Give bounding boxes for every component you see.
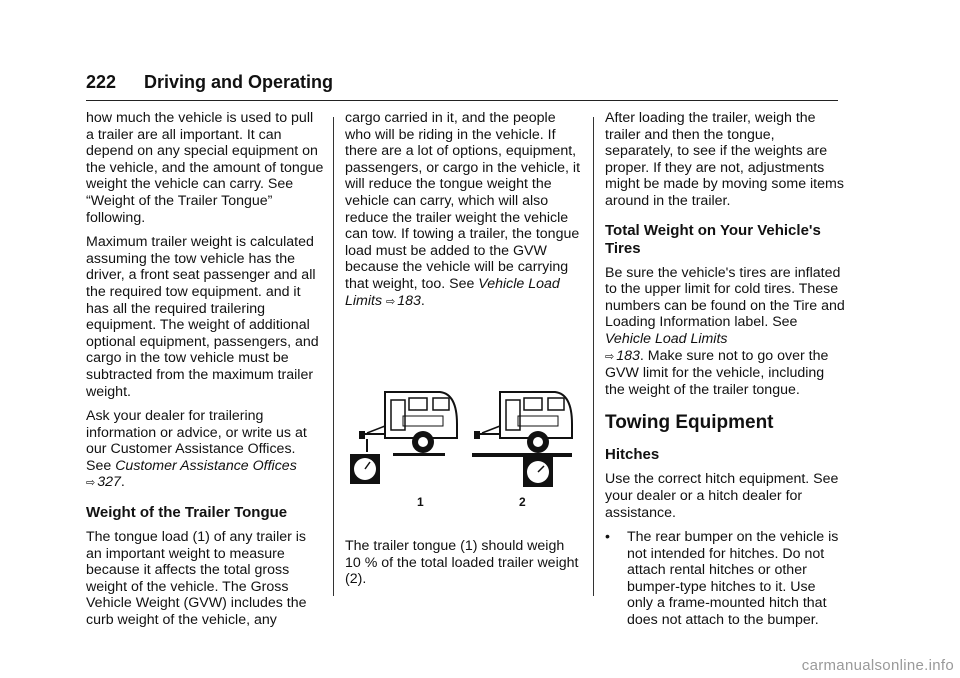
heading-trailer-tongue: Weight of the Trailer Tongue <box>86 504 288 522</box>
page-ref-arrow-icon: ⇨ <box>86 477 96 490</box>
heading-total-weight-tires: Total Weight on Your Vehicle's Tires <box>605 221 821 257</box>
paragraph <box>345 110 583 310</box>
paragraph: The tongue load (1) of any trailer is an important weight to measure because it affects the total gross weight of the vehicle. The Gross Vehicle Weight (GVW) includes the curb weight of the vehicle, any <box>86 529 307 629</box>
paragraph-text: Ask your dealer for trailering information or advice, or write us at our Customer Assistance Offices. See <box>86 408 307 474</box>
paragraph-text: . Make sure not to go over the GVW limit for the vehicle, including the weight of the trailer tongue. <box>605 347 829 398</box>
watermark: carmanualsonline.info <box>801 657 954 674</box>
bullet-icon: • <box>605 529 610 546</box>
figure-label-1: 1 <box>417 495 424 510</box>
cross-reference-link[interactable]: Vehicle Load Limits <box>345 275 560 309</box>
list-item <box>605 529 845 629</box>
paragraph: The trailer tongue (1) should weigh 10 % of the total loaded trailer weight (2). <box>345 538 579 588</box>
paragraph: Use the correct hitch equipment. See your dealer or a hitch dealer for assistance. <box>605 471 839 521</box>
column-divider-1 <box>333 117 334 596</box>
paragraph: how much the vehicle is used to pull a trailer are all important. It can depend on any special equipment on the vehicle, and the amount of tongue weight the vehicle can carry. See “Weight of the Trailer Tongue” following. <box>86 110 324 226</box>
bullet-list <box>605 529 845 629</box>
heading-hitches: Hitches <box>605 446 660 464</box>
page-ref-arrow-icon: ⇨ <box>386 295 396 308</box>
trailer-2-icon <box>472 392 572 487</box>
heading-towing-equipment: Towing Equipment <box>605 412 774 434</box>
paragraph <box>605 265 845 399</box>
paragraph-text: Be sure the vehicle's tires are inflated to the upper limit for cold tires. These numbers can be found on the Tire and Loading Information label. See <box>605 264 845 331</box>
paragraph: Maximum trailer weight is calculated assuming the tow vehicle has the driver, a front seat passenger and all the required tow equipment. and it has all the required trailering equipment. The weight of additional optional equipment, passengers, and cargo in the tow vehicle must be subtracted from the maximum trailer weight. <box>86 234 319 400</box>
column-divider-2 <box>593 117 594 596</box>
paragraph-text: . <box>120 474 125 491</box>
column-2 <box>345 110 583 596</box>
page-reference-link[interactable]: 183 <box>397 292 421 309</box>
trailer-scale-drawing <box>345 376 583 516</box>
cross-reference-link[interactable]: Vehicle Load Limits <box>605 330 728 347</box>
paragraph: After loading the trailer, weigh the trailer and then the tongue, separately, to see if the weights are proper. If they are not, adjustments might be made by moving some items around in the trailer. <box>605 110 844 209</box>
page-number: 222 <box>86 72 117 92</box>
column-3 <box>605 110 845 629</box>
list-item-text: The rear bumper on the vehicle is not intended for hitches. Do not attach rental hitches or other bumper-type hitches to it. Use only a frame-mounted hitch that does not attach to the bumper. <box>627 529 839 629</box>
trailer-1-icon <box>350 392 457 484</box>
paragraph <box>86 408 324 492</box>
section-title: Driving and Operating <box>144 72 334 92</box>
page-reference-link[interactable]: 183 <box>616 347 640 364</box>
page-header <box>86 70 838 101</box>
cross-reference-link[interactable]: Customer Assistance Offices <box>115 457 297 474</box>
column-1 <box>86 110 324 637</box>
paragraph-text: . <box>420 292 425 309</box>
paragraph-text: cargo carried in it, and the people who will be riding in the vehicle. If there are a lot of options, equipment, passengers, or cargo in the vehicle, it will reduce the tongue weight the vehicle can carry, which will also reduce the trailer weight the vehicle can tow. If towing a trailer, the tongue load must be added to the GVW because the vehicle will be carrying that weight, too. See <box>345 110 581 292</box>
page-reference-link[interactable]: 327 <box>97 474 121 491</box>
trailer-weighing-illustration <box>345 376 583 516</box>
figure-label-2: 2 <box>519 495 526 510</box>
page-ref-arrow-icon: ⇨ <box>605 350 615 363</box>
